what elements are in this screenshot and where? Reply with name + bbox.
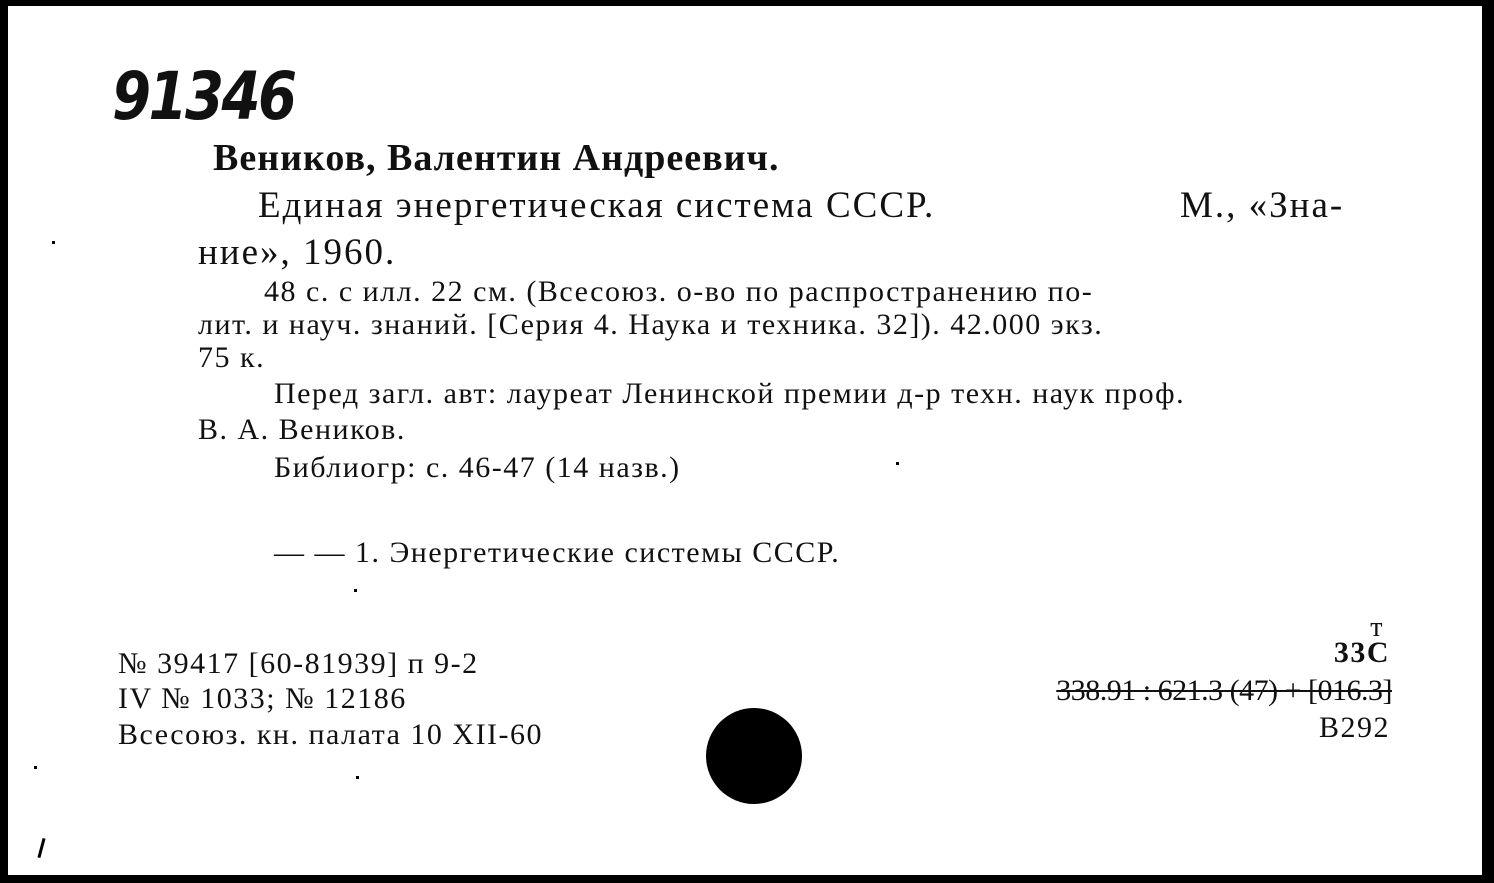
scan-speck: [37, 838, 45, 858]
classification-line-2-struck: 338.91 : 621.3 (47) + [016.3]: [1056, 674, 1392, 707]
title-line-2: ние», 1960.: [198, 232, 397, 273]
author-heading: Веников, Валентин Андреевич.: [213, 137, 780, 179]
classification-mark: т: [1370, 612, 1384, 643]
punch-hole-icon: [706, 708, 802, 804]
accession-line-1: № 39417 [60-81939] п 9-2: [118, 647, 479, 680]
classification-line-1: 33С: [1333, 636, 1390, 669]
bibliography-note: Библиогр: с. 46-47 (14 назв.): [274, 451, 681, 484]
catalog-card: [6, 4, 1484, 877]
classification-line-3: В292: [1318, 711, 1390, 744]
publisher-line: М., «Зна-: [1180, 185, 1345, 226]
author-note-line-1: Перед загл. авт: лауреат Ленинской премии д-р техн. наук проф.: [274, 377, 1186, 410]
physical-description-line-2: лит. и науч. знаний. [Серия 4. Наука и техника. 32]). 42.000 экз.: [198, 308, 1104, 341]
accession-line-2: IV № 1033; № 12186: [118, 682, 407, 715]
author-note-line-2: В. А. Веников.: [198, 413, 406, 446]
scan-speck: [52, 241, 55, 244]
accession-line-3: Всесоюз. кн. палата 10 XII-60: [118, 718, 544, 751]
physical-description-line-1: 48 с. с илл. 22 см. (Всесоюз. о-во по распространению по-: [264, 275, 1094, 308]
scan-speck: [896, 462, 899, 465]
physical-description-line-3: 75 к.: [198, 341, 266, 374]
handwritten-number: 91346: [112, 58, 295, 135]
subject-heading: — — 1. Энергетические системы СССР.: [274, 536, 841, 569]
scan-speck: [354, 589, 357, 592]
scan-speck: [34, 766, 37, 769]
scan-speck: [356, 776, 359, 779]
title-line-1: Единая энергетическая система СССР.: [258, 185, 936, 226]
